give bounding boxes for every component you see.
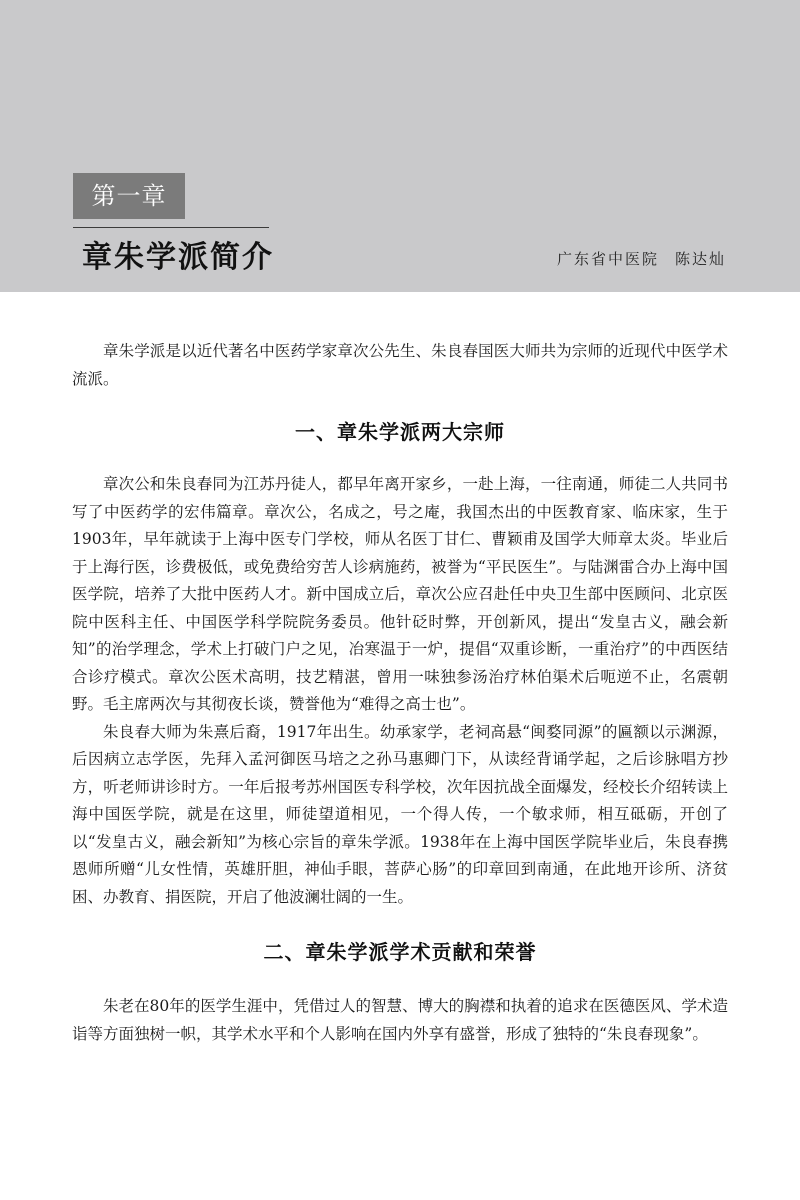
chapter-title: 章朱学派简介 [82, 240, 274, 275]
section-heading-masters: 一、章朱学派两大宗师 [295, 420, 505, 444]
chapter-header-band [0, 0, 800, 292]
chapter-body [72, 338, 728, 1048]
author-affiliation: 广东省中医院 [556, 250, 659, 268]
paragraph-zhu-liangchun: 朱良春大师为朱熹后裔，1917年出生。幼承家学，老祠高悬“闽婺同源”的匾额以示渊源，后因病立志学医，先拜入孟河御医马培之之孙马惠卿门下，从读经背诵学起，之后诊脉唱方抄方，听老师讲诊时方。一年后报考苏州国医专科学校，次年因抗战全面爆发，经校长介绍转读上海中国医学院，就是在这里，师徒望道相见，一个得人传，一个敏求师，相互砥砺，开创了以“发皇古义，融会新知”为核心宗旨的章朱学派。1938年在上海中国医学院毕业后，朱良春携恩师所赠“儿女性情，英雄肝胆，神仙手眼，菩萨心肠”的印章回到南通，在此地开诊所、济贫困、办教育、捐医院，开启了他波澜壮阔的一生。 [72, 722, 728, 906]
author-name: 陈达灿 [674, 250, 726, 268]
paragraph-zhu-career: 朱老在80年的医学生涯中，凭借过人的智慧、博大的胸襟和执着的追求在医德医风、学术造诣等方面独树一帜，其学术水平和个人影响在国内外享有盛誉，形成了独特的“朱良春现象”。 [72, 997, 728, 1043]
title-divider [73, 227, 269, 228]
author-line [557, 247, 726, 271]
paragraph-zhang-cigong: 章次公和朱良春同为江苏丹徒人，都早年离开家乡，一赴上海，一往南通，师徒二人共同书写了中医药学的宏伟篇章。章次公，名成之，号之庵，我国杰出的中医教育家、临床家，生于1903年，早年就读于上海中医专门学校，师从名医丁甘仁、曹颖甫及国学大师章太炎。毕业后于上海行医，诊费极低，或免费给穷苦人诊病施药，被誉为“平民医生”。与陆渊雷合办上海中国医学院，培养了大批中医药人才。新中国成立后，章次公应召赴任中央卫生部中医顾问、北京医院中医科主任、中国医学科学院院务委员。他针砭时弊，开创新风，提出“发皇古义，融会新知”的治学理念，学术上打破门户之见，冶寒温于一炉，提倡“双重诊断，一重治疗”的中西医结合诊疗模式。章次公医术高明，技艺精湛，曾用一味独参汤治疗林伯渠术后呃逆不止，名震朝野。毛主席两次与其彻夜长谈，赞誉他为“难得之高士也”。 [72, 475, 728, 713]
intro-paragraph: 章朱学派是以近代著名中医药学家章次公先生、朱良春国医大师共为宗师的近现代中医学术流派。 [72, 342, 728, 388]
section-heading-contributions: 二、章朱学派学术贡献和荣誉 [263, 940, 537, 964]
chapter-label-badge: 第一章 [73, 173, 185, 219]
